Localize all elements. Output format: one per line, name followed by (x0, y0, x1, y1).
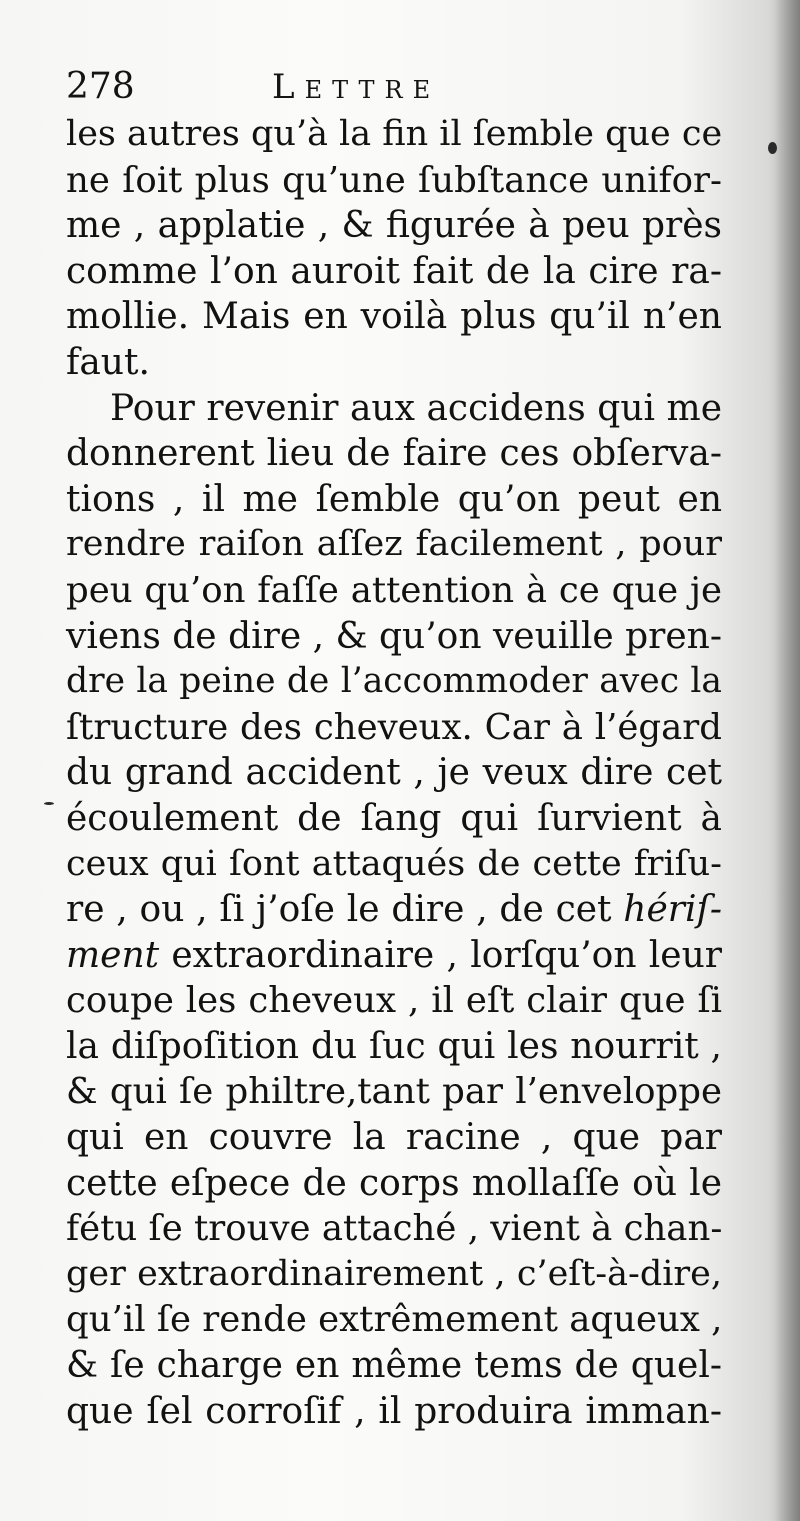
ink-speck (44, 802, 54, 805)
text-line: ger extraordinairement , c’eſt-à-dire, (66, 1253, 722, 1294)
running-head (66, 62, 726, 112)
text-line: Pour revenir aux accidens qui me (110, 387, 722, 429)
text-line: que ſel corroſif , il produira imman- (66, 1390, 722, 1432)
text-line: la diſpoſition du ſuc qui les nourrit , (66, 1025, 722, 1067)
ink-speck (768, 142, 777, 154)
text-line: peu qu’on faſſe attention à ce que je (66, 569, 722, 611)
text-segment: extraordinaire , lorſqu’on leur (159, 934, 722, 976)
text-line: ceux qui ſont attaqués de cette friſu- (66, 843, 722, 884)
page-gutter-shadow (774, 0, 800, 1521)
text-line: viens de dire , & qu’on veuille pren- (66, 615, 722, 657)
text-line: faut. (66, 341, 150, 383)
text-line: me , applatie , & figurée à peu près (66, 205, 722, 247)
text-line: comme l’on auroit fait de la cire ra- (66, 250, 722, 292)
text-line: & qui ſe philtre,tant par l’enveloppe (66, 1071, 722, 1113)
running-title: Lettre (272, 67, 441, 107)
text-line: écoulement de ſang qui ſurvient à (66, 797, 722, 839)
text-line: dre la peine de l’accommoder avec la (66, 661, 722, 702)
text-line: du grand accident , je veux dire cet (66, 752, 722, 794)
italic-word: ment (66, 934, 160, 976)
page-number: 278 (66, 66, 135, 107)
italic-word: hériſ- (623, 889, 722, 931)
text-line: ſtructure des cheveux. Car à l’égard (66, 706, 722, 748)
text-line: fétu ſe trouve attaché , vient à chan- (66, 1208, 723, 1250)
text-line: donnerent lieu de faire ces obſerva- (66, 433, 722, 475)
text-line: les autres qu’à la fin il ſemble que ce (66, 114, 723, 154)
text-line (66, 933, 722, 979)
text-line: qu’il ſe rende extrêmement aqueux , (66, 1299, 723, 1341)
text-line: & ſe charge en même tems de quel- (66, 1345, 722, 1387)
text-line: ne ſoit plus qu’une ſubſtance unifor- (66, 159, 722, 201)
text-line: cette eſpece de corps mollaſſe où le (66, 1162, 722, 1204)
text-segment: re , ou , ſi j’oſe le dire , de cet (66, 889, 624, 931)
body-text (66, 112, 722, 1434)
text-line (66, 887, 722, 933)
text-line: rendre raiſon aſſez facilement , pour (66, 524, 722, 565)
text-line: tions , il me ſemble qu’on peut en (66, 478, 722, 520)
text-line: qui en couvre la racine , que par (66, 1117, 722, 1159)
text-line: mollie. Mais en voilà plus qu’il n’en (66, 296, 722, 338)
text-line: coupe les cheveux , il eſt clair que ſi (66, 980, 722, 1022)
